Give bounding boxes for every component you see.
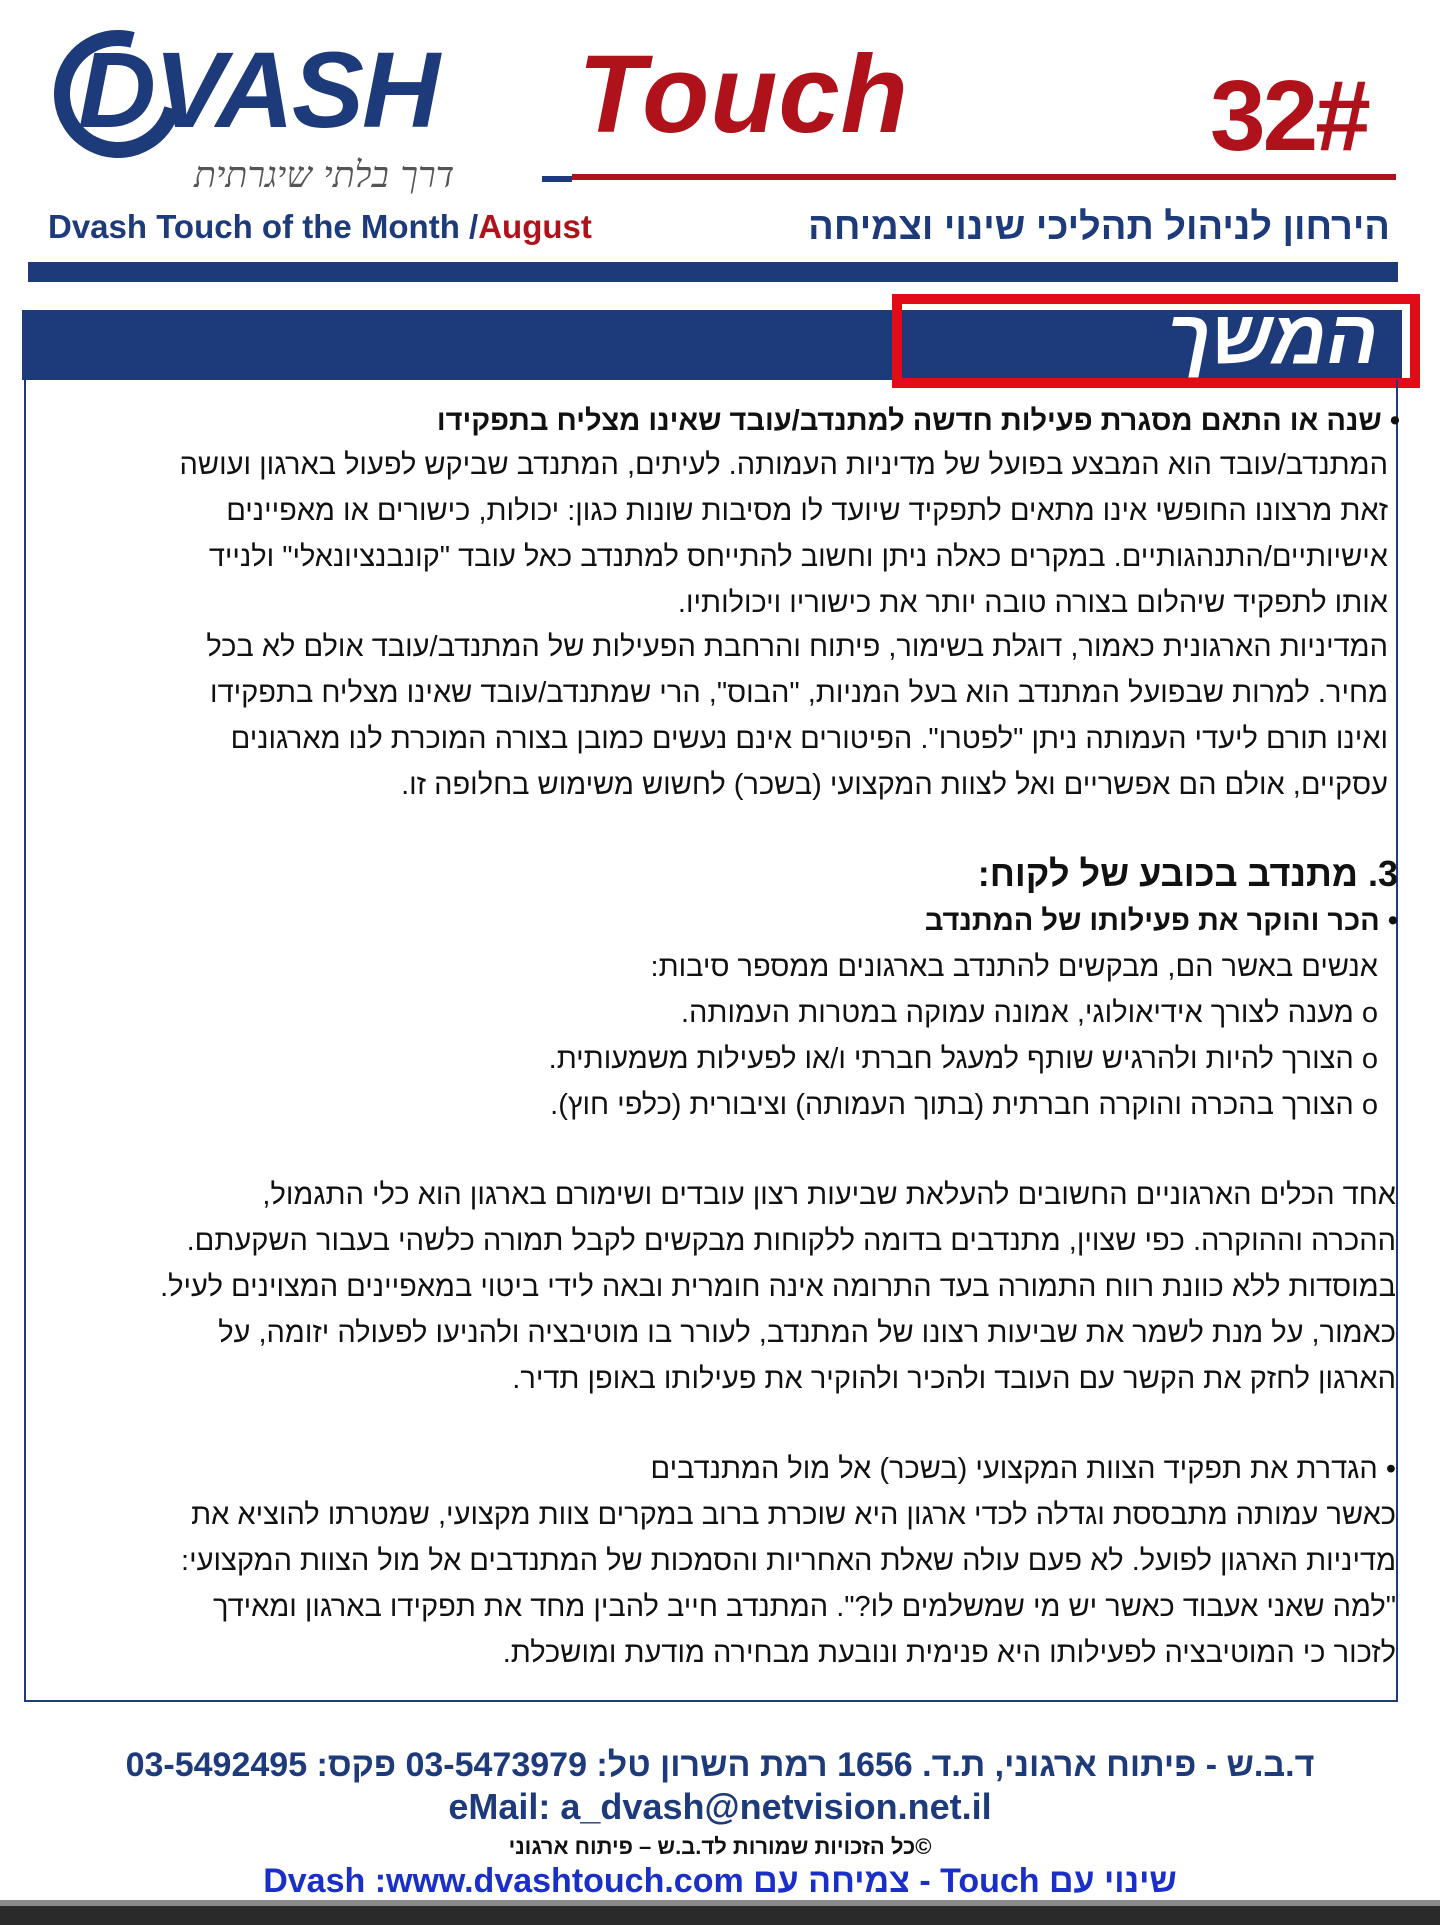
logo-tagline: דרך בלתי שיגרתית <box>194 155 455 196</box>
sub-bullet-item: o מענה לצורך אידיאולוגי, אמונה עמוקה במטרות העמותה. <box>681 997 1378 1029</box>
bullet-heading: • הכר והוקר את פעילותו של המתנדב <box>924 905 1398 937</box>
header-divider-bar <box>28 262 1398 282</box>
month-line-prefix: Dvash Touch of the Month / <box>48 208 479 245</box>
body-line: • שנה או התאם מסגרת פעילות חדשה למתנדב/עובד שאינו מצליח בתפקידו <box>436 405 1400 437</box>
body-line: ההכרה וההוקרה. כפי שצוין, מתנדבים בדומה ללקוחות מבקשים לקבל תמורה כלשהי בעבור השקעתם. <box>186 1225 1396 1257</box>
brand-touch-word: Touch <box>578 33 909 156</box>
body-line: המתנדב/עובד הוא המבצע בפועל של מדיניות העמותה. לעיתים, המתנדב שביקש לפעול בארגון ועושה <box>179 449 1388 481</box>
sub-bullet-item: o הצורך בהכרה והוקרה חברתית (בתוך העמותה) וציבורית (כלפי חוץ). <box>550 1089 1378 1121</box>
body-line: אותו לתפקיד שיהלום בצורה טובה יותר את כישוריו ויכולותיו. <box>677 587 1388 619</box>
body-line: מחיר. למרות שבפועל המתנדב הוא בעל המניות, "הבוס", הרי שמתנדב/עובד שאינו מצליח בתפקידו <box>210 677 1388 709</box>
body-line: לזכור כי המוטיבציה לפעילותו היא פנימית ונובעת מבחירה מודעת ומושכלת. <box>502 1637 1396 1669</box>
body-line: אישיותיים/התנהגותיים. במקרים כאלה ניתן וחשוב להתייחס למתנדב כאל עובד "קונבנציונאלי" ולנייד <box>208 541 1388 573</box>
footer-email-link[interactable]: eMail: a_dvash@netvision.net.il <box>448 1786 992 1827</box>
body-line: במוסדות ללא כוונת רווח התמורה בעד התרומה אינה חומרית ובאה לידי ביטוי במאפיינים המצוינים לעיל. <box>160 1271 1396 1303</box>
body-line: אחד הכלים הארגוניים החשובים להעלאת שביעות רצון עובדים ושימורם בארגון הוא כלי התגמול, <box>262 1179 1396 1211</box>
footer-copyright: ©כל הזכויות שמורות לד.ב.ש – פיתוח ארגוני <box>508 1834 932 1859</box>
body-line: "למה שאני אעבוד כאשר יש מי שמשלמים לו?". המתנדב חייב להבין מחד את תפקידו בארגון ומאידך <box>212 1591 1396 1623</box>
bottom-strip <box>0 1906 1440 1925</box>
body-line: כאשר עמותה מתבססת וגדלה לכדי ארגון היא שוכרת ברוב במקרים צוות מקצועי, שמטרתו להוציא את <box>191 1499 1396 1531</box>
body-line: זאת מרצונו החופשי אינו מתאים לתפקיד שיועד לו מסיבות שונות כגון: יכולות, כישורים או מאפיינים <box>226 495 1388 527</box>
newsletter-subtitle: הירחון לניהול תהליכי שינוי וצמיחה <box>808 206 1390 248</box>
header-rule-red <box>572 174 1396 180</box>
month-name: August <box>478 208 592 245</box>
section-title: המשך <box>1167 295 1378 380</box>
sub-bullet-item: o הצורך להיות ולהרגיש שותף למעגל חברתי ו/או לפעילות משמעותית. <box>548 1043 1378 1075</box>
footer-website-link[interactable]: שינוי עם Touch - צמיחה עם Dvash :www.dvashtouch.com <box>263 1862 1177 1900</box>
logo-wordmark: DVASH <box>78 29 439 150</box>
body-line: כאמור, על מנת לשמר את שביעות רצונו של המתנדב, לעורר בו מוטיבציה ולהניעו לפעולה יזומה, על <box>218 1317 1396 1349</box>
body-line: אנשים באשר הם, מבקשים להתנדב בארגונים ממספר סיבות: <box>650 951 1378 983</box>
footer-contact-address: ד.ב.ש - פיתוח ארגוני, ת.ד. 1656 רמת השרון טל: 03-5473979 פקס: 03-5492495 <box>125 1746 1315 1784</box>
section-heading: 3. מתנדב בכובע של לקוח: <box>977 853 1398 894</box>
body-line: המדיניות הארגונית כאמור, דוגלת בשימור, פיתוח והרחבת הפעילות של המתנדב/עובד אולם לא בכל <box>206 631 1388 663</box>
body-line: הארגון לחזק את הקשר עם העובד ולהכיר ולהוקיר את פעילותו באופן תדיר. <box>512 1363 1396 1395</box>
issue-number: 32# <box>1210 60 1368 172</box>
header-rule-blue <box>542 176 572 182</box>
dvash-logo <box>48 22 548 202</box>
body-line: עסקיים, אולם הם אפשריים ואל לצוות המקצועי (בשכר) לחשוש משימוש בחלופה זו. <box>401 769 1388 801</box>
month-line <box>48 208 592 246</box>
bullet-item: • הגדרת את תפקיד הצוות המקצועי (בשכר) אל מול המתנדבים <box>650 1453 1396 1485</box>
body-line: ואינו תורם ליעדי העמותה ניתן "לפטרו". הפיטורים אינם נעשים כמובן בצורה המוכרת לנו מארגונים <box>230 723 1388 755</box>
body-line: מדיניות הארגון לפועל. לא פעם עולה שאלת האחריות והסמכות של המתנדבים אל מול הצוות המקצועי: <box>181 1545 1396 1577</box>
